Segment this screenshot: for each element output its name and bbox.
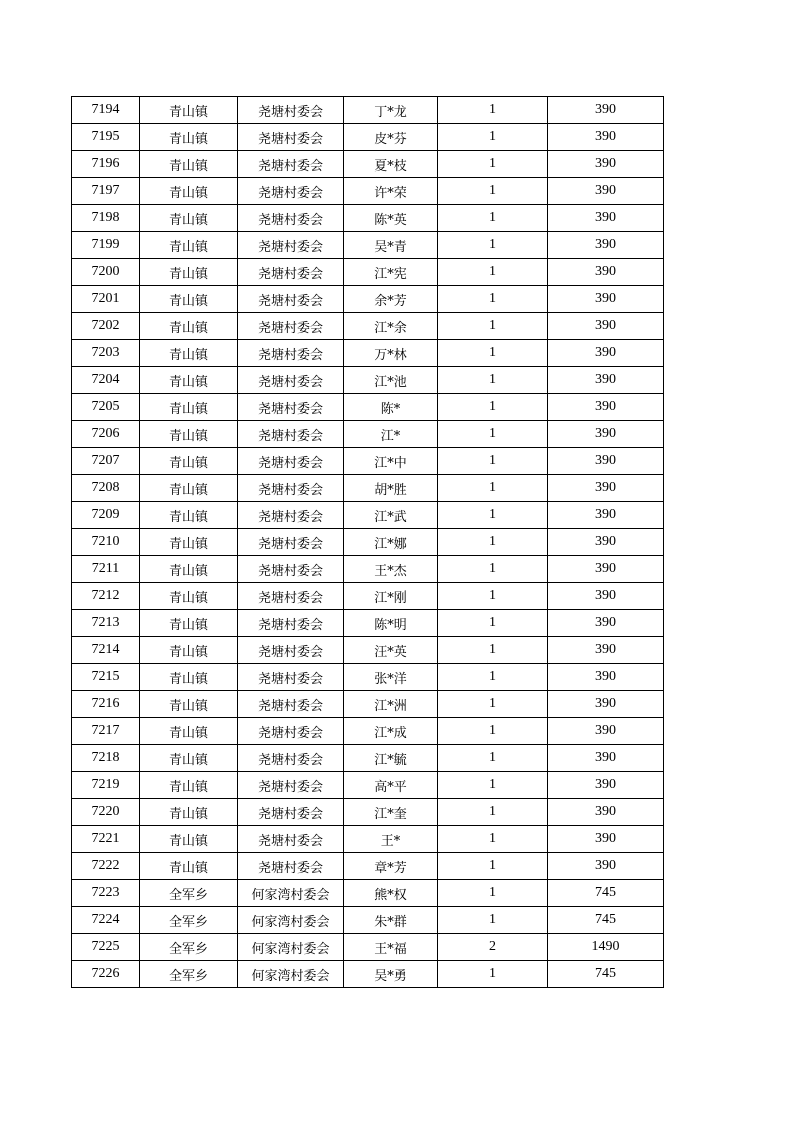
cell-person-name: 陈* bbox=[344, 394, 438, 421]
cell-village-committee: 尧塘村委会 bbox=[238, 151, 344, 178]
cell-amount: 390 bbox=[548, 340, 664, 367]
cell-serial-number: 7214 bbox=[72, 637, 140, 664]
cell-town: 青山镇 bbox=[140, 637, 238, 664]
cell-village-committee: 何家湾村委会 bbox=[238, 880, 344, 907]
cell-person-name: 丁*龙 bbox=[344, 97, 438, 124]
cell-amount: 390 bbox=[548, 664, 664, 691]
cell-amount: 390 bbox=[548, 448, 664, 475]
table-row bbox=[72, 475, 664, 502]
cell-count: 1 bbox=[438, 664, 548, 691]
cell-amount: 390 bbox=[548, 502, 664, 529]
table-row bbox=[72, 394, 664, 421]
cell-count: 1 bbox=[438, 502, 548, 529]
cell-count: 1 bbox=[438, 556, 548, 583]
table-row bbox=[72, 583, 664, 610]
cell-count: 1 bbox=[438, 178, 548, 205]
cell-person-name: 王*福 bbox=[344, 934, 438, 961]
cell-town: 青山镇 bbox=[140, 475, 238, 502]
cell-amount: 390 bbox=[548, 97, 664, 124]
cell-serial-number: 7210 bbox=[72, 529, 140, 556]
cell-amount: 390 bbox=[548, 853, 664, 880]
cell-serial-number: 7209 bbox=[72, 502, 140, 529]
table-row bbox=[72, 421, 664, 448]
cell-town: 全军乡 bbox=[140, 880, 238, 907]
cell-count: 1 bbox=[438, 718, 548, 745]
cell-serial-number: 7225 bbox=[72, 934, 140, 961]
cell-serial-number: 7202 bbox=[72, 313, 140, 340]
cell-count: 1 bbox=[438, 259, 548, 286]
cell-village-committee: 何家湾村委会 bbox=[238, 934, 344, 961]
table-row bbox=[72, 718, 664, 745]
cell-serial-number: 7211 bbox=[72, 556, 140, 583]
cell-village-committee: 尧塘村委会 bbox=[238, 340, 344, 367]
cell-village-committee: 尧塘村委会 bbox=[238, 421, 344, 448]
cell-village-committee: 尧塘村委会 bbox=[238, 583, 344, 610]
cell-amount: 390 bbox=[548, 718, 664, 745]
cell-town: 青山镇 bbox=[140, 583, 238, 610]
table-row bbox=[72, 286, 664, 313]
table-row bbox=[72, 232, 664, 259]
cell-count: 1 bbox=[438, 907, 548, 934]
cell-town: 青山镇 bbox=[140, 718, 238, 745]
cell-village-committee: 尧塘村委会 bbox=[238, 286, 344, 313]
cell-town: 青山镇 bbox=[140, 124, 238, 151]
table-row bbox=[72, 853, 664, 880]
table-row bbox=[72, 205, 664, 232]
cell-village-committee: 尧塘村委会 bbox=[238, 232, 344, 259]
cell-serial-number: 7224 bbox=[72, 907, 140, 934]
cell-amount: 390 bbox=[548, 691, 664, 718]
cell-amount: 1490 bbox=[548, 934, 664, 961]
cell-serial-number: 7219 bbox=[72, 772, 140, 799]
cell-village-committee: 何家湾村委会 bbox=[238, 961, 344, 988]
cell-serial-number: 7195 bbox=[72, 124, 140, 151]
cell-person-name: 许*荣 bbox=[344, 178, 438, 205]
cell-village-committee: 尧塘村委会 bbox=[238, 799, 344, 826]
cell-serial-number: 7215 bbox=[72, 664, 140, 691]
cell-village-committee: 尧塘村委会 bbox=[238, 529, 344, 556]
cell-count: 1 bbox=[438, 826, 548, 853]
cell-count: 1 bbox=[438, 232, 548, 259]
table-row bbox=[72, 97, 664, 124]
cell-village-committee: 尧塘村委会 bbox=[238, 475, 344, 502]
table-row bbox=[72, 610, 664, 637]
cell-amount: 390 bbox=[548, 745, 664, 772]
cell-count: 1 bbox=[438, 124, 548, 151]
cell-amount: 390 bbox=[548, 421, 664, 448]
table-row bbox=[72, 529, 664, 556]
cell-serial-number: 7222 bbox=[72, 853, 140, 880]
cell-town: 青山镇 bbox=[140, 232, 238, 259]
cell-person-name: 陈*明 bbox=[344, 610, 438, 637]
cell-count: 1 bbox=[438, 394, 548, 421]
cell-amount: 390 bbox=[548, 367, 664, 394]
cell-person-name: 江*毓 bbox=[344, 745, 438, 772]
data-table bbox=[71, 96, 664, 988]
cell-person-name: 江*奎 bbox=[344, 799, 438, 826]
cell-amount: 390 bbox=[548, 529, 664, 556]
cell-serial-number: 7216 bbox=[72, 691, 140, 718]
cell-village-committee: 尧塘村委会 bbox=[238, 718, 344, 745]
table-row bbox=[72, 664, 664, 691]
cell-town: 青山镇 bbox=[140, 745, 238, 772]
table-row bbox=[72, 637, 664, 664]
table-row bbox=[72, 448, 664, 475]
cell-amount: 390 bbox=[548, 799, 664, 826]
cell-amount: 745 bbox=[548, 961, 664, 988]
cell-person-name: 汪*英 bbox=[344, 637, 438, 664]
cell-amount: 390 bbox=[548, 394, 664, 421]
cell-count: 1 bbox=[438, 340, 548, 367]
table-row bbox=[72, 934, 664, 961]
cell-count: 1 bbox=[438, 745, 548, 772]
cell-town: 青山镇 bbox=[140, 340, 238, 367]
cell-town: 青山镇 bbox=[140, 556, 238, 583]
cell-serial-number: 7201 bbox=[72, 286, 140, 313]
cell-village-committee: 尧塘村委会 bbox=[238, 637, 344, 664]
cell-person-name: 朱*群 bbox=[344, 907, 438, 934]
table-row bbox=[72, 259, 664, 286]
table-row bbox=[72, 961, 664, 988]
cell-person-name: 陈*英 bbox=[344, 205, 438, 232]
cell-amount: 390 bbox=[548, 313, 664, 340]
cell-town: 青山镇 bbox=[140, 286, 238, 313]
cell-serial-number: 7218 bbox=[72, 745, 140, 772]
cell-town: 青山镇 bbox=[140, 529, 238, 556]
cell-count: 2 bbox=[438, 934, 548, 961]
cell-count: 1 bbox=[438, 448, 548, 475]
cell-amount: 390 bbox=[548, 772, 664, 799]
cell-person-name: 江* bbox=[344, 421, 438, 448]
cell-village-committee: 尧塘村委会 bbox=[238, 691, 344, 718]
cell-count: 1 bbox=[438, 637, 548, 664]
cell-person-name: 张*洋 bbox=[344, 664, 438, 691]
cell-person-name: 皮*芬 bbox=[344, 124, 438, 151]
cell-serial-number: 7205 bbox=[72, 394, 140, 421]
cell-person-name: 江*池 bbox=[344, 367, 438, 394]
cell-amount: 390 bbox=[548, 286, 664, 313]
cell-town: 青山镇 bbox=[140, 421, 238, 448]
cell-serial-number: 7203 bbox=[72, 340, 140, 367]
cell-village-committee: 尧塘村委会 bbox=[238, 178, 344, 205]
cell-amount: 745 bbox=[548, 907, 664, 934]
cell-count: 1 bbox=[438, 97, 548, 124]
cell-town: 青山镇 bbox=[140, 772, 238, 799]
cell-town: 青山镇 bbox=[140, 853, 238, 880]
cell-count: 1 bbox=[438, 772, 548, 799]
cell-village-committee: 尧塘村委会 bbox=[238, 448, 344, 475]
cell-serial-number: 7196 bbox=[72, 151, 140, 178]
table-row bbox=[72, 502, 664, 529]
cell-serial-number: 7226 bbox=[72, 961, 140, 988]
cell-town: 青山镇 bbox=[140, 313, 238, 340]
cell-count: 1 bbox=[438, 313, 548, 340]
cell-village-committee: 尧塘村委会 bbox=[238, 367, 344, 394]
cell-town: 青山镇 bbox=[140, 799, 238, 826]
table-row bbox=[72, 826, 664, 853]
cell-town: 青山镇 bbox=[140, 664, 238, 691]
cell-count: 1 bbox=[438, 205, 548, 232]
cell-count: 1 bbox=[438, 286, 548, 313]
cell-person-name: 夏*枝 bbox=[344, 151, 438, 178]
cell-count: 1 bbox=[438, 367, 548, 394]
table-row bbox=[72, 124, 664, 151]
cell-person-name: 江*宪 bbox=[344, 259, 438, 286]
cell-serial-number: 7223 bbox=[72, 880, 140, 907]
table-row bbox=[72, 772, 664, 799]
cell-serial-number: 7213 bbox=[72, 610, 140, 637]
cell-person-name: 吴*青 bbox=[344, 232, 438, 259]
cell-village-committee: 尧塘村委会 bbox=[238, 853, 344, 880]
cell-amount: 745 bbox=[548, 880, 664, 907]
cell-person-name: 胡*胜 bbox=[344, 475, 438, 502]
table-row bbox=[72, 745, 664, 772]
cell-serial-number: 7221 bbox=[72, 826, 140, 853]
cell-count: 1 bbox=[438, 421, 548, 448]
cell-count: 1 bbox=[438, 853, 548, 880]
cell-person-name: 万*林 bbox=[344, 340, 438, 367]
cell-person-name: 吴*勇 bbox=[344, 961, 438, 988]
table-body bbox=[72, 97, 664, 988]
cell-town: 青山镇 bbox=[140, 259, 238, 286]
cell-count: 1 bbox=[438, 151, 548, 178]
cell-town: 全军乡 bbox=[140, 934, 238, 961]
cell-town: 青山镇 bbox=[140, 178, 238, 205]
cell-serial-number: 7194 bbox=[72, 97, 140, 124]
cell-town: 青山镇 bbox=[140, 826, 238, 853]
cell-count: 1 bbox=[438, 799, 548, 826]
table-row bbox=[72, 880, 664, 907]
cell-amount: 390 bbox=[548, 583, 664, 610]
cell-town: 青山镇 bbox=[140, 448, 238, 475]
cell-count: 1 bbox=[438, 691, 548, 718]
cell-amount: 390 bbox=[548, 556, 664, 583]
cell-village-committee: 何家湾村委会 bbox=[238, 907, 344, 934]
cell-village-committee: 尧塘村委会 bbox=[238, 394, 344, 421]
cell-serial-number: 7206 bbox=[72, 421, 140, 448]
cell-person-name: 江*娜 bbox=[344, 529, 438, 556]
table-row bbox=[72, 313, 664, 340]
cell-town: 青山镇 bbox=[140, 394, 238, 421]
cell-person-name: 江*成 bbox=[344, 718, 438, 745]
cell-count: 1 bbox=[438, 610, 548, 637]
cell-amount: 390 bbox=[548, 826, 664, 853]
cell-village-committee: 尧塘村委会 bbox=[238, 745, 344, 772]
cell-village-committee: 尧塘村委会 bbox=[238, 313, 344, 340]
cell-person-name: 王* bbox=[344, 826, 438, 853]
cell-village-committee: 尧塘村委会 bbox=[238, 124, 344, 151]
cell-serial-number: 7197 bbox=[72, 178, 140, 205]
cell-count: 1 bbox=[438, 475, 548, 502]
cell-serial-number: 7200 bbox=[72, 259, 140, 286]
cell-village-committee: 尧塘村委会 bbox=[238, 610, 344, 637]
cell-count: 1 bbox=[438, 961, 548, 988]
cell-person-name: 章*芳 bbox=[344, 853, 438, 880]
cell-serial-number: 7198 bbox=[72, 205, 140, 232]
cell-town: 全军乡 bbox=[140, 961, 238, 988]
cell-village-committee: 尧塘村委会 bbox=[238, 826, 344, 853]
cell-person-name: 江*洲 bbox=[344, 691, 438, 718]
cell-serial-number: 7212 bbox=[72, 583, 140, 610]
table-row bbox=[72, 340, 664, 367]
cell-town: 青山镇 bbox=[140, 691, 238, 718]
cell-village-committee: 尧塘村委会 bbox=[238, 205, 344, 232]
table-row bbox=[72, 178, 664, 205]
cell-amount: 390 bbox=[548, 232, 664, 259]
cell-amount: 390 bbox=[548, 610, 664, 637]
cell-town: 青山镇 bbox=[140, 151, 238, 178]
cell-town: 青山镇 bbox=[140, 502, 238, 529]
cell-town: 全军乡 bbox=[140, 907, 238, 934]
cell-person-name: 江*武 bbox=[344, 502, 438, 529]
cell-town: 青山镇 bbox=[140, 205, 238, 232]
cell-town: 青山镇 bbox=[140, 97, 238, 124]
table-row bbox=[72, 556, 664, 583]
cell-serial-number: 7208 bbox=[72, 475, 140, 502]
cell-village-committee: 尧塘村委会 bbox=[238, 97, 344, 124]
cell-amount: 390 bbox=[548, 178, 664, 205]
table-row bbox=[72, 799, 664, 826]
cell-amount: 390 bbox=[548, 124, 664, 151]
cell-village-committee: 尧塘村委会 bbox=[238, 664, 344, 691]
cell-serial-number: 7204 bbox=[72, 367, 140, 394]
cell-count: 1 bbox=[438, 880, 548, 907]
cell-village-committee: 尧塘村委会 bbox=[238, 502, 344, 529]
table-row bbox=[72, 367, 664, 394]
cell-serial-number: 7217 bbox=[72, 718, 140, 745]
cell-person-name: 江*余 bbox=[344, 313, 438, 340]
cell-amount: 390 bbox=[548, 637, 664, 664]
table-row bbox=[72, 691, 664, 718]
cell-amount: 390 bbox=[548, 259, 664, 286]
cell-village-committee: 尧塘村委会 bbox=[238, 772, 344, 799]
cell-person-name: 高*平 bbox=[344, 772, 438, 799]
table-row bbox=[72, 907, 664, 934]
cell-amount: 390 bbox=[548, 205, 664, 232]
cell-serial-number: 7207 bbox=[72, 448, 140, 475]
cell-count: 1 bbox=[438, 529, 548, 556]
cell-person-name: 余*芳 bbox=[344, 286, 438, 313]
cell-person-name: 江*刚 bbox=[344, 583, 438, 610]
cell-count: 1 bbox=[438, 583, 548, 610]
cell-town: 青山镇 bbox=[140, 367, 238, 394]
cell-amount: 390 bbox=[548, 475, 664, 502]
table-row bbox=[72, 151, 664, 178]
cell-serial-number: 7199 bbox=[72, 232, 140, 259]
cell-amount: 390 bbox=[548, 151, 664, 178]
cell-town: 青山镇 bbox=[140, 610, 238, 637]
cell-village-committee: 尧塘村委会 bbox=[238, 259, 344, 286]
cell-person-name: 熊*权 bbox=[344, 880, 438, 907]
cell-serial-number: 7220 bbox=[72, 799, 140, 826]
cell-person-name: 江*中 bbox=[344, 448, 438, 475]
cell-person-name: 王*杰 bbox=[344, 556, 438, 583]
cell-village-committee: 尧塘村委会 bbox=[238, 556, 344, 583]
